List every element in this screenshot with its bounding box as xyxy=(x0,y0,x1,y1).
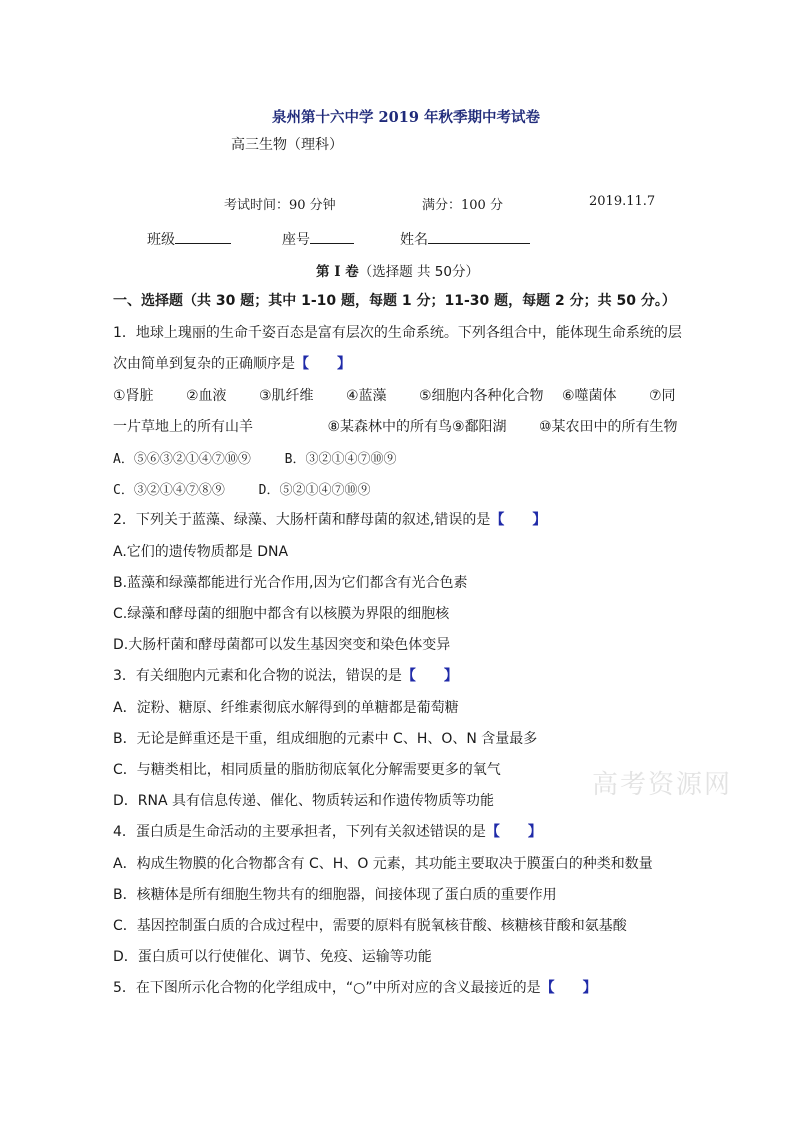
volume-desc: （选择题 共 50分） xyxy=(358,264,479,280)
q1-items-line2: 一片草地上的所有山羊 ⑧某森林中的所有鸟⑨鄱阳湖 ⑩某农田中的所有生物 xyxy=(113,419,678,435)
volume-label: 第 I 卷 xyxy=(316,264,359,280)
exam-subtitle: 高三生物（理科） xyxy=(231,137,343,153)
q4-option-d: D．蛋白质可以行使催化、调节、免疫、运输等功能 xyxy=(113,949,432,965)
class-field xyxy=(147,229,231,249)
name-field xyxy=(400,229,530,249)
exam-date: 2019.11.7 xyxy=(589,194,656,209)
q2-option-a: A.它们的遗传物质都是 DNA xyxy=(113,544,289,560)
q4-stem xyxy=(113,821,542,841)
seat-label: 座号 xyxy=(282,232,310,248)
q4-option-a: A．构成生物膜的化合物都含有 C、H、O 元素，其功能主要取决于膜蛋白的种类和数量 xyxy=(113,856,653,872)
q3-option-d: D．RNA 具有信息传递、催化、物质转运和作遗传物质等功能 xyxy=(113,793,495,809)
full-score: 满分：100 分 xyxy=(422,198,503,213)
class-label: 班级 xyxy=(147,232,175,248)
q1-items-line1: ①肾脏 ②血液 ③肌纤维 ④蓝藻 ⑤细胞内各种化合物 ⑥噬菌体 ⑦同 xyxy=(113,388,676,404)
q3-stem xyxy=(113,665,458,685)
q1-options-ab: A．⑤⑥③②①④⑦⑩⑨ B．③②①④⑦⑩⑨ xyxy=(113,452,397,467)
q1-options-cd: C．③②①④⑦⑧⑨ D．⑤②①④⑦⑩⑨ xyxy=(113,483,371,498)
exam-time: 考试时间：90 分钟 xyxy=(224,198,336,213)
watermark: 高考资源网 xyxy=(592,770,733,800)
q2-option-c: C.绿藻和酵母菌的细胞中都含有以核膜为界限的细胞核 xyxy=(113,606,450,622)
q2-stem xyxy=(113,509,546,529)
q2-stem-text: 2．下列关于蓝藻、绿藻、大肠杆菌和酵母菌的叙述,错误的是 xyxy=(113,512,491,528)
q1-stem-line1: 1．地球上瑰丽的生命千姿百态是富有层次的生命系统。下列各组合中，能体现生命系统的层 xyxy=(113,325,682,341)
q3-stem-text: 3．有关细胞内元素和化合物的说法，错误的是 xyxy=(113,668,402,684)
q5-stem xyxy=(113,977,597,997)
section-title: 一、选择题（共 30 题；其中 1-10 题，每题 1 分；11-30 题，每题 2 分；共 50 分。） xyxy=(113,293,676,309)
class-blank[interactable] xyxy=(175,229,231,244)
q1-answer-bracket[interactable]: 【 】 xyxy=(295,356,351,372)
q3-option-a: A．淀粉、糖原、纤维素彻底水解得到的单糖都是葡萄糖 xyxy=(113,700,459,716)
q4-option-b: B．核糖体是所有细胞生物共有的细胞器，间接体现了蛋白质的重要作用 xyxy=(113,887,557,903)
name-label: 姓名 xyxy=(400,232,428,248)
q3-option-b: B．无论是鲜重还是干重，组成细胞的元素中 C、H、O、N 含量最多 xyxy=(113,731,538,747)
q2-option-b: B.蓝藻和绿藻都能进行光合作用,因为它们都含有光合色素 xyxy=(113,575,468,591)
q2-answer-bracket[interactable]: 【 】 xyxy=(490,512,547,528)
volume-heading xyxy=(316,260,479,280)
seat-blank[interactable] xyxy=(310,229,354,244)
exam-title: 泉州第十六中学 2019 年秋季期中考试卷 xyxy=(272,109,540,126)
q1-stem-text: 次由简单到复杂的正确顺序是 xyxy=(113,356,295,372)
q5-answer-bracket[interactable]: 【 】 xyxy=(540,980,597,996)
q1-stem-line2 xyxy=(113,353,351,373)
q4-option-c: C．基因控制蛋白质的合成过程中，需要的原料有脱氧核苷酸、核糖核苷酸和氨基酸 xyxy=(113,918,627,934)
q2-option-d: D.大肠杆菌和酵母菌都可以发生基因突变和染色体变异 xyxy=(113,637,451,653)
name-blank[interactable] xyxy=(428,229,530,244)
q4-answer-bracket[interactable]: 【 】 xyxy=(485,824,542,840)
q3-answer-bracket[interactable]: 【 】 xyxy=(401,668,458,684)
seat-field xyxy=(282,229,354,249)
q4-stem-text: 4．蛋白质是生命活动的主要承担者，下列有关叙述错误的是 xyxy=(113,824,486,840)
q5-stem-text: 5．在下图所示化合物的化学组成中，“○”中所对应的含义最接近的是 xyxy=(113,980,541,996)
q3-option-c: C．与糖类相比，相同质量的脂肪彻底氧化分解需要更多的氧气 xyxy=(113,762,501,778)
